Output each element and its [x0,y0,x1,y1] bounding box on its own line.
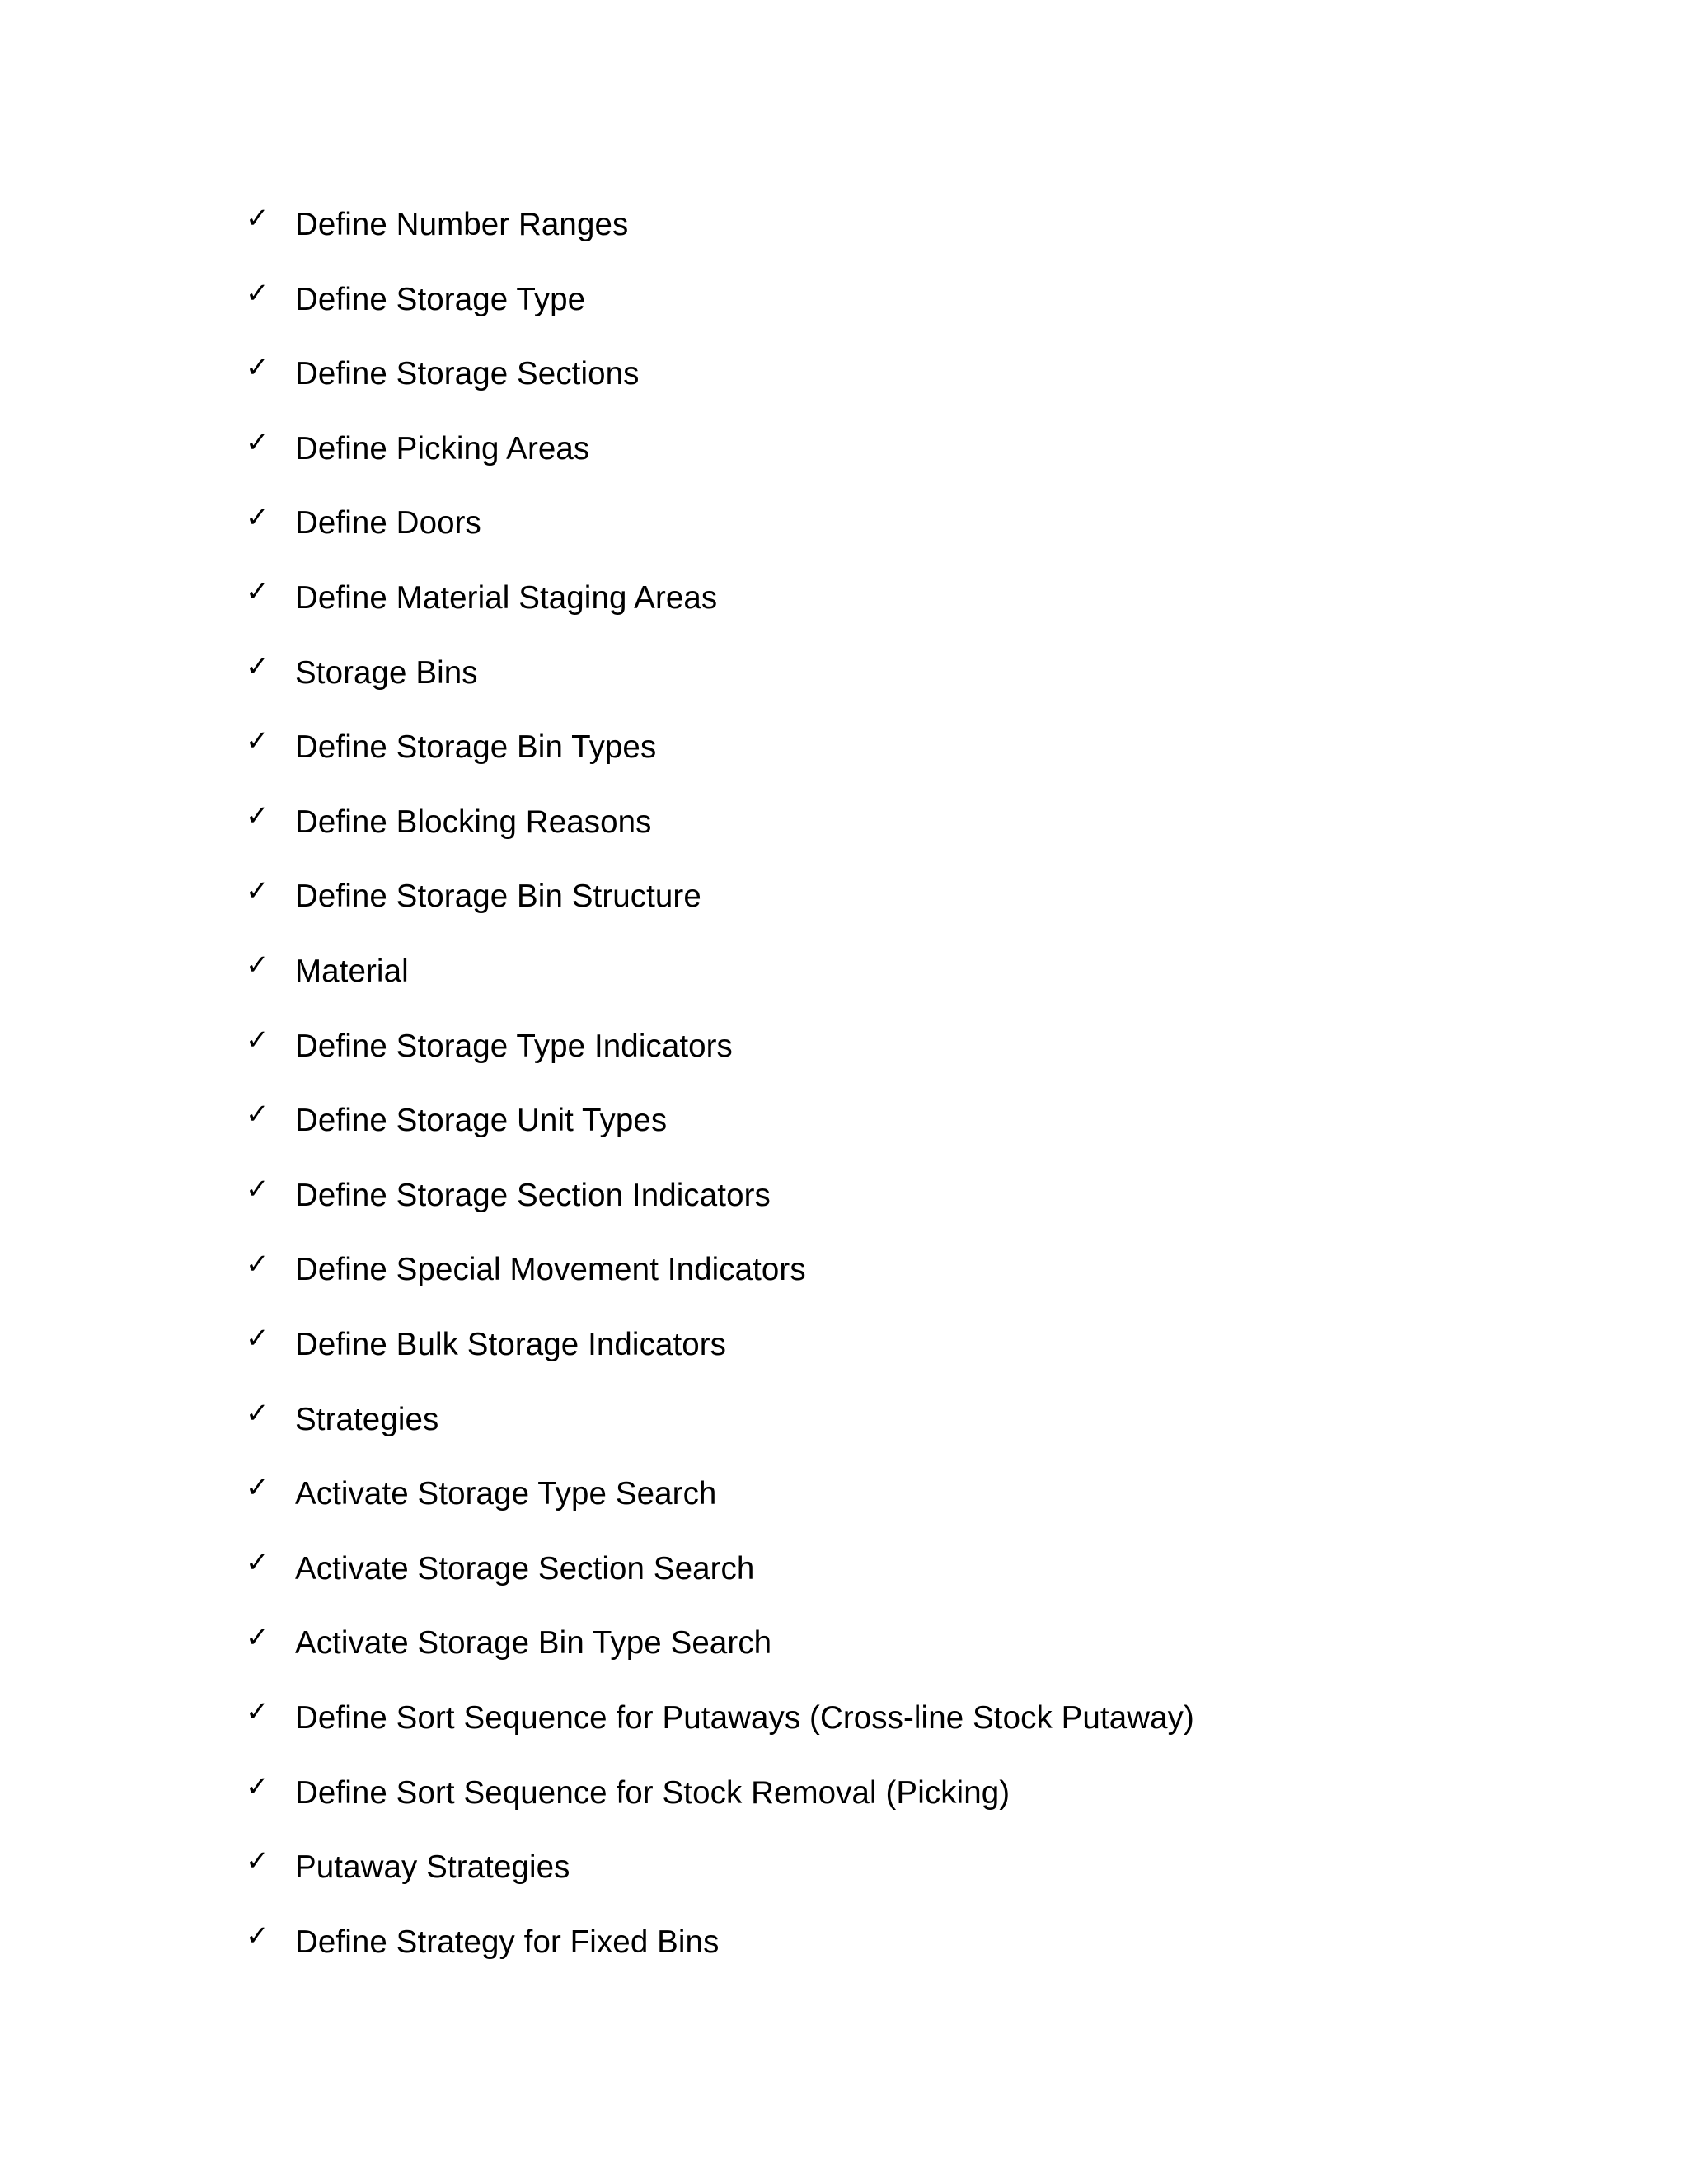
item-label: Define Storage Bin Types [295,729,657,766]
item-label: Activate Storage Bin Type Search [295,1625,772,1661]
item-label: Define Storage Section Indicators [295,1177,771,1213]
item-label: Define Special Movement Indicators [295,1252,806,1288]
list-item [246,1308,1194,1383]
list-item [246,1606,1194,1681]
check-mark-icon: ✓ [246,501,270,533]
item-label: Define Storage Unit Types [295,1103,668,1139]
check-mark-icon: ✓ [246,576,270,608]
list-item [246,263,1194,338]
item-label: Activate Storage Section Search [295,1550,755,1586]
check-mark-icon: ✓ [246,427,270,459]
item-label: Activate Storage Type Search [295,1476,717,1512]
check-mark-icon: ✓ [246,650,270,682]
item-label: Define Blocking Reasons [295,804,652,840]
check-mark-icon: ✓ [246,1845,270,1877]
item-label: Define Storage Type [295,281,586,317]
check-mark-icon: ✓ [246,725,270,757]
item-label: Material [295,953,409,989]
check-mark-icon: ✓ [246,874,270,907]
check-mark-icon: ✓ [246,1696,270,1728]
item-label: Define Storage Sections [295,356,640,392]
list-item [246,710,1194,785]
list-item [246,1532,1194,1607]
item-label: Define Bulk Storage Indicators [295,1326,727,1362]
check-mark-icon: ✓ [246,1174,270,1206]
check-mark-icon: ✓ [246,352,270,384]
check-mark-icon: ✓ [246,1248,270,1280]
list-item [246,785,1194,860]
checklist [246,188,1194,1980]
check-mark-icon: ✓ [246,277,270,309]
item-label: Define Material Staging Areas [295,580,718,616]
item-label: Define Storage Type Indicators [295,1028,733,1064]
check-mark-icon: ✓ [246,1024,270,1056]
list-item [246,1905,1194,1980]
item-label: Define Strategy for Fixed Bins [295,1924,720,1960]
check-mark-icon: ✓ [246,1770,270,1802]
list-item [246,935,1194,1010]
list-item [246,561,1194,636]
item-label: Strategies [295,1401,439,1437]
check-mark-icon: ✓ [246,1621,270,1653]
list-item [246,188,1194,263]
list-item [246,1383,1194,1458]
list-item [246,486,1194,561]
check-mark-icon: ✓ [246,800,270,832]
item-label: Storage Bins [295,654,478,691]
list-item [246,1830,1194,1905]
item-label: Define Number Ranges [295,207,629,243]
check-mark-icon: ✓ [246,1546,270,1578]
item-label: Define Doors [295,505,481,541]
check-mark-icon: ✓ [246,949,270,982]
list-item [246,1010,1194,1085]
list-item [246,1084,1194,1159]
list-item [246,636,1194,711]
check-mark-icon: ✓ [246,1323,270,1355]
check-mark-icon: ✓ [246,1472,270,1504]
item-label: Define Picking Areas [295,430,590,466]
list-item [246,1457,1194,1532]
check-mark-icon: ✓ [246,1099,270,1131]
item-label: Define Storage Bin Structure [295,879,701,915]
check-mark-icon: ✓ [246,203,270,235]
list-item [246,860,1194,935]
list-item [246,1755,1194,1830]
item-label: Define Sort Sequence for Stock Removal (Picking) [295,1774,1010,1811]
check-mark-icon: ✓ [246,1919,270,1952]
item-label: Putaway Strategies [295,1849,570,1886]
list-item [246,337,1194,412]
list-item [246,1159,1194,1234]
check-mark-icon: ✓ [246,1397,270,1429]
list-item [246,1681,1194,1756]
item-label: Define Sort Sequence for Putaways (Cross-line Stock Putaway) [295,1699,1194,1736]
list-item [246,412,1194,487]
list-item [246,1233,1194,1308]
